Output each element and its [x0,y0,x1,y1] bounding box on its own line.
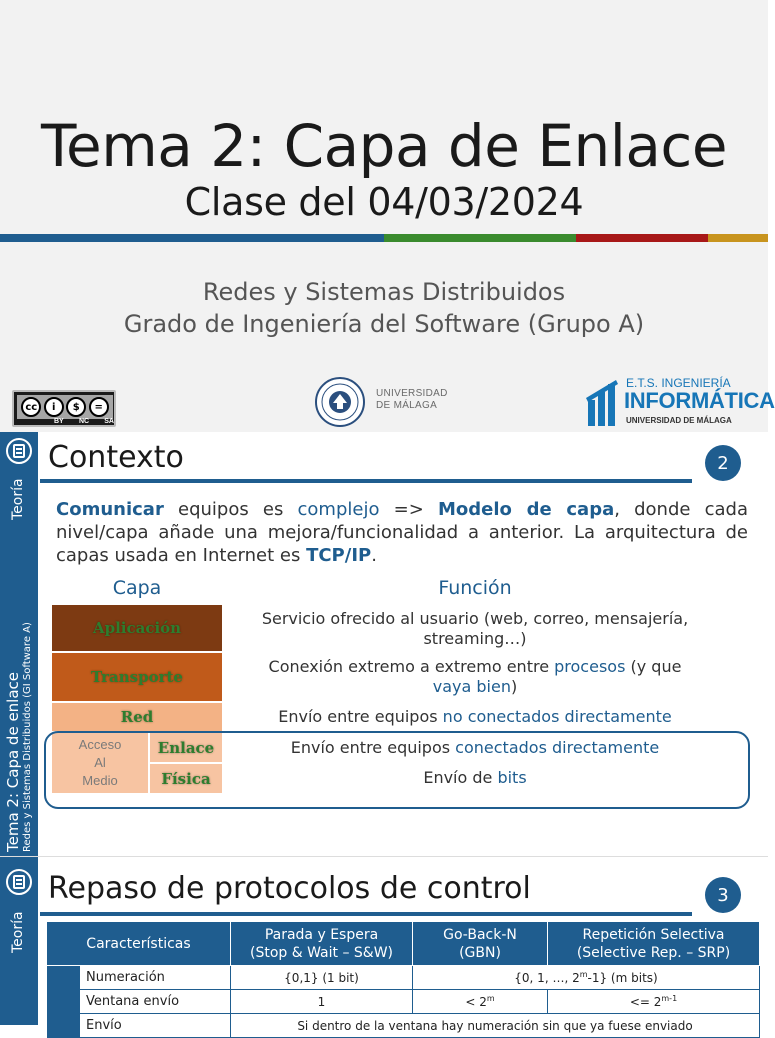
document-icon [6,869,32,895]
acceso-line2: Al [94,755,106,770]
document-icon [6,438,32,464]
etsi-mark-icon [586,378,620,428]
row-label: Envío [80,1014,231,1038]
etsi-line3: UNIVERSIDAD DE MÁLAGA [626,416,732,425]
keyword-modelo-de-capa: Modelo de capa [437,499,615,520]
protocol-comparison-table [46,921,760,1038]
slide-title: Repaso de protocolos de control [48,871,531,906]
presentation-title: Tema 2: Capa de Enlace [40,112,728,180]
layer-fisica: Física [150,764,222,793]
intro-text: equipos es [163,499,298,520]
course-name: Redes y Sistemas Distribuidos [202,278,566,306]
link-physical-group-outline [44,731,750,809]
chapter-label: Tema 2: Capa de enlace [4,671,22,852]
nc-icon: $ [66,397,86,417]
color-bar-segment [0,234,384,242]
cell-sup: m [579,970,588,979]
table-header-row [47,922,760,966]
cc-nc-label: NC [78,418,90,425]
slide-sidebar [0,857,38,1025]
function-text: Conexión extremo a extremo entre [268,657,555,676]
keyword-procesos: procesos [554,657,626,676]
function-transporte [230,657,720,697]
function-text: Envío entre equipos [290,738,456,757]
cell-sup: m-1 [661,994,678,1003]
presentation-subtitle: Clase del 04/03/2024 [184,180,584,224]
header-text: (Selective Rep. – SRP) [576,944,731,961]
table-row [47,1014,760,1038]
intro-paragraph [56,498,748,567]
table-cell: 1 [231,990,413,1014]
header-text: Repetición Selectiva [582,926,725,943]
title-underline [40,479,692,483]
header-text: Parada y Espera [264,926,379,943]
cc-by-label: BY [54,418,64,425]
cc-icon: cc [21,397,41,417]
cc-license-badge [12,390,116,427]
slide-contexto [0,432,768,856]
column-header-capa: Capa [112,577,162,599]
header-selective-repeat [548,922,760,966]
cc-license-icons [17,395,113,419]
title-underline [40,912,692,916]
uma-logo [312,374,452,430]
color-bar-segment [384,234,576,242]
intro-text: , donde cada nivel/capa añade una mejora/funcionalidad a anterior. La arquitectura de capas usada en Internet es [56,499,749,566]
title-slide [0,0,775,432]
table-cell [413,990,548,1014]
etsi-logo [584,374,775,430]
uma-text [376,388,448,412]
teoria-label: Teoría [10,911,26,953]
table-cell: {0,1} (1 bit) [231,966,413,990]
header-text: (GBN) [459,944,501,961]
uma-text-line2: DE MÁLAGA [376,400,438,411]
table-row-side [47,1014,80,1038]
column-header-funcion: Función [438,577,512,599]
keyword-tcp-ip: TCP/IP [306,545,372,566]
keyword-complejo: complejo [297,499,380,520]
function-aplicacion: Servicio ofrecido al usuario (web, correo, mensajería, streaming…) [261,609,689,648]
table-row-side [47,990,80,1014]
table-row [47,966,760,990]
function-text: ) [510,677,518,696]
slide-repaso-protocolos [0,856,768,1033]
cell-sup: m [486,994,495,1003]
etsi-line2: INFORMÁTICA [624,388,775,413]
header-go-back-n [413,922,548,966]
header-text: (Stop & Wait – S&W) [249,944,394,961]
color-bar [0,234,768,242]
teoria-label: Teoría [10,478,26,520]
cell-text: <= 2 [629,995,662,1009]
keyword-bits: bits [497,768,527,787]
table-cell: Si dentro de la ventana hay numeración sin que ya fuese enviado [231,1014,760,1038]
table-cell [413,966,760,990]
keyword-conectados: conectados directamente [455,738,660,757]
uma-text-line1: UNIVERSIDAD [376,388,448,399]
etsi-line1: E.T.S. INGENIERÍA [626,376,731,390]
page-number-badge: 2 [705,445,741,481]
function-red [230,707,720,727]
table-row-side [47,966,80,990]
page-number-badge: 3 [705,877,741,913]
color-bar-segment [576,234,708,242]
keyword-vaya-bien: vaya bien [432,677,511,696]
header-stop-and-wait [231,922,413,966]
cell-text: {0, 1, …, 2 [514,971,580,985]
acceso-line1: Acceso [78,737,122,752]
header-characteristics: Características [47,922,231,966]
layer-transporte: Transporte [52,653,222,701]
cell-text: < 2 [465,995,487,1009]
function-text: Envío entre equipos [278,707,443,726]
sa-icon: = [89,397,109,417]
function-text: Envío de [423,768,498,787]
row-label: Numeración [80,966,231,990]
slide-sidebar [0,432,38,856]
cc-license-labels [54,418,114,425]
slide-title: Contexto [48,440,184,475]
row-label: Ventana envío [80,990,231,1014]
degree-name: Grado de Ingeniería del Software (Grupo A) [123,310,645,338]
acceso-line3: Medio [82,773,118,788]
layer-enlace: Enlace [150,733,222,762]
layer-aplicacion: Aplicación [52,605,222,651]
layer-red: Red [52,703,222,731]
by-icon: i [44,397,64,417]
university-seal-icon [314,376,366,428]
header-text: Go-Back-N [443,926,517,943]
cell-text: -1} (m bits) [587,971,658,985]
table-cell [548,990,760,1014]
cc-sa-label: SA [104,418,114,425]
color-bar-segment [708,234,768,242]
intro-text: . [371,545,377,566]
table-row [47,990,760,1014]
keyword-comunicar: Comunicar [56,499,164,520]
keyword-no-conectados: no conectados directamente [442,707,672,726]
function-text: (y que [625,657,682,676]
course-label: Redes y Sistemas Distribuidos (GI Software A) [22,622,33,852]
intro-text: => [379,499,438,520]
